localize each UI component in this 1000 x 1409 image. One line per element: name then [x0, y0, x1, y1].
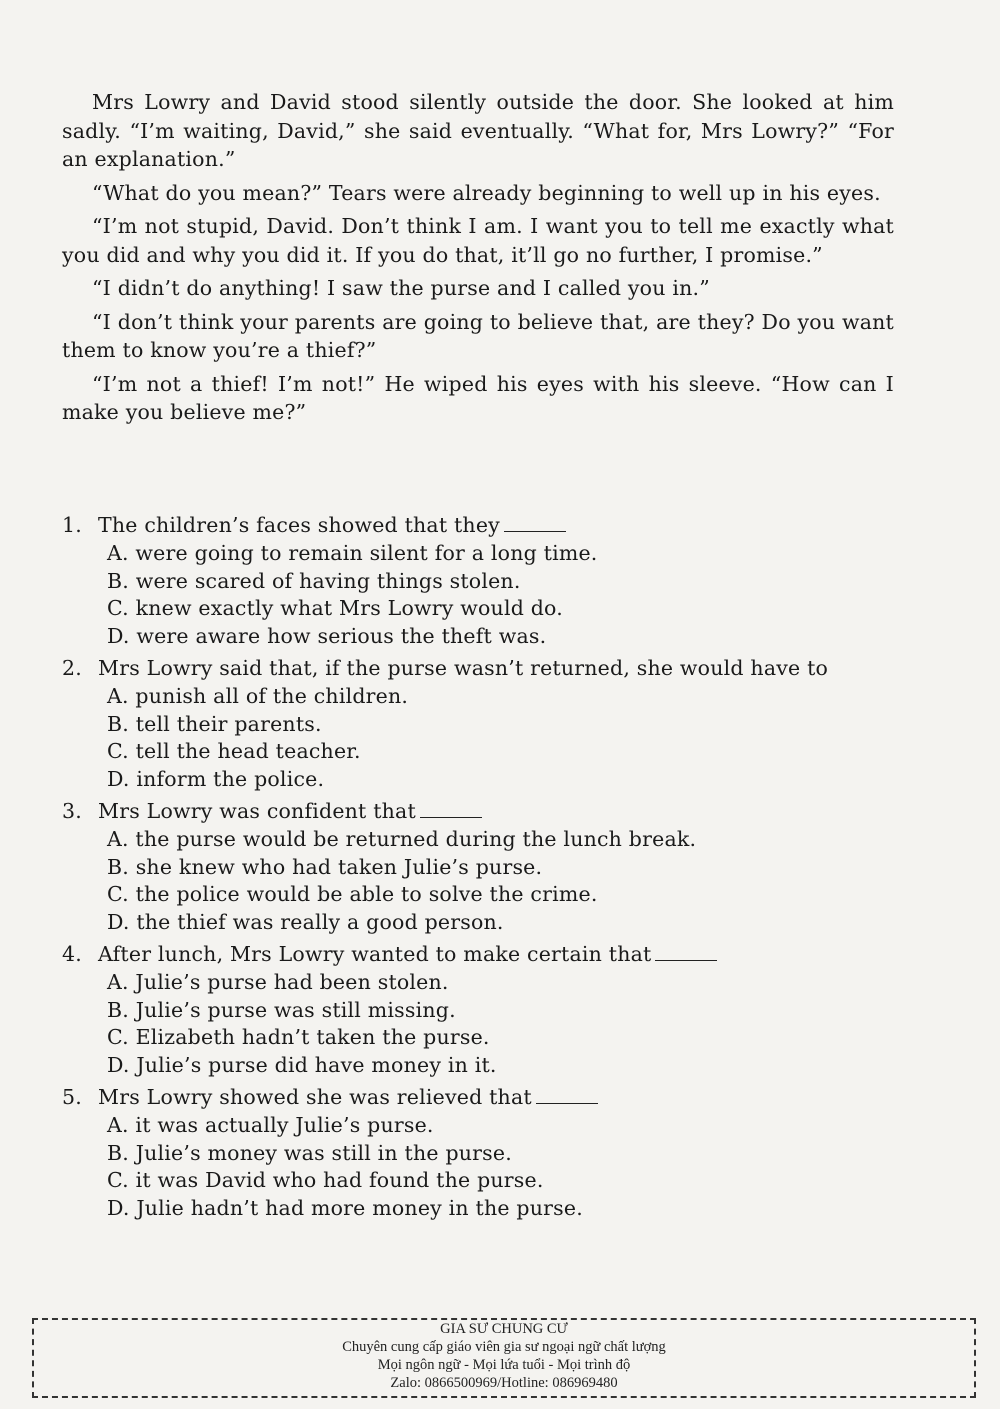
- option-a: A. punish all of the children.: [107, 683, 409, 708]
- answer-blank: [536, 1085, 598, 1104]
- question-5: [62, 1084, 894, 1223]
- option-c: C. Elizabeth hadn’t taken the purse.: [107, 1025, 490, 1050]
- passage-paragraph: “I’m not stupid, David. Don’t think I am. I want you to tell me exactly what you did and why you did it. If you do that, it’ll go no further, I promise.”: [62, 214, 894, 267]
- question-stem: [62, 512, 894, 540]
- question-number: 3.: [62, 798, 82, 823]
- option-c: C. tell the head teacher.: [107, 739, 361, 764]
- option-b: B. she knew who had taken Julie’s purse.: [107, 854, 543, 879]
- question-stem: [62, 655, 894, 683]
- footer-title: GIA SƯ CHUNG CƯ: [440, 1321, 568, 1337]
- option-d: D. the thief was really a good person.: [107, 910, 504, 935]
- option-c: C. it was David who had found the purse.: [107, 1168, 544, 1193]
- question-1: [62, 512, 894, 651]
- option-a: A. were going to remain silent for a long time.: [107, 540, 598, 565]
- question-stem: [62, 1084, 894, 1112]
- question-stem: [62, 798, 894, 826]
- option-d: D. Julie’s purse did have money in it.: [107, 1053, 497, 1078]
- passage-paragraph: “I’m not a thief! I’m not!” He wiped his eyes with his sleeve. “How can I make you believe me?”: [62, 371, 894, 424]
- question-3: [62, 798, 894, 937]
- question-stem: [62, 941, 894, 969]
- question-number: 2.: [62, 655, 82, 680]
- answer-blank: [504, 513, 566, 532]
- footer-contact: Zalo: 0866500969/Hotline: 086969480: [390, 1375, 618, 1391]
- option-d: D. were aware how serious the theft was.: [107, 624, 547, 649]
- option-a: A. Julie’s purse had been stolen.: [107, 969, 449, 994]
- option-a: A. it was actually Julie’s purse.: [107, 1112, 434, 1137]
- question-text: Mrs Lowry was confident that: [98, 798, 416, 823]
- question-2: [62, 655, 894, 794]
- option-b: B. Julie’s money was still in the purse.: [107, 1140, 512, 1165]
- passage-paragraph: “What do you mean?” Tears were already beginning to well up in his eyes.: [92, 180, 881, 205]
- question-text: Mrs Lowry said that, if the purse wasn’t returned, she would have to: [98, 655, 829, 680]
- option-c: C. the police would be able to solve the crime.: [107, 882, 598, 907]
- reading-passage: [62, 88, 894, 432]
- footer-services: Mọi ngôn ngữ - Mọi lứa tuổi - Mọi trình độ: [377, 1357, 631, 1373]
- question-number: 1.: [62, 513, 82, 537]
- question-list: [62, 512, 894, 1223]
- passage-paragraph: “I don’t think your parents are going to believe that, are they? Do you want them to know you’re a thief?”: [62, 309, 894, 362]
- footer-banner: [32, 1318, 976, 1398]
- passage-paragraph: Mrs Lowry and David stood silently outside the door. She looked at him sadly. “I’m waiting, David,” she said eventually. “What for, Mrs Lowry?” “For an explanation.”: [62, 90, 894, 171]
- question-text: Mrs Lowry showed she was relieved that: [98, 1084, 532, 1109]
- option-a: A. the purse would be returned during the lunch break.: [107, 826, 697, 851]
- option-d: D. inform the police.: [107, 767, 325, 792]
- question-text: After lunch, Mrs Lowry wanted to make certain that: [98, 941, 652, 966]
- option-b: B. were scared of having things stolen.: [107, 568, 521, 593]
- option-d: D. Julie hadn’t had more money in the purse.: [107, 1196, 583, 1221]
- answer-blank: [655, 942, 717, 961]
- option-b: B. Julie’s purse was still missing.: [107, 997, 456, 1022]
- footer-tagline: Chuyên cung cấp giáo viên gia sư ngoại ngữ chất lượng: [342, 1339, 666, 1355]
- option-c: C. knew exactly what Mrs Lowry would do.: [107, 596, 563, 621]
- question-number: 4.: [62, 941, 82, 966]
- question-text: The children’s faces showed that they: [98, 513, 500, 537]
- passage-paragraph: “I didn’t do anything! I saw the purse and I called you in.”: [92, 276, 710, 300]
- answer-blank: [420, 799, 482, 818]
- question-4: [62, 941, 894, 1080]
- option-b: B. tell their parents.: [107, 711, 322, 736]
- question-number: 5.: [62, 1084, 82, 1109]
